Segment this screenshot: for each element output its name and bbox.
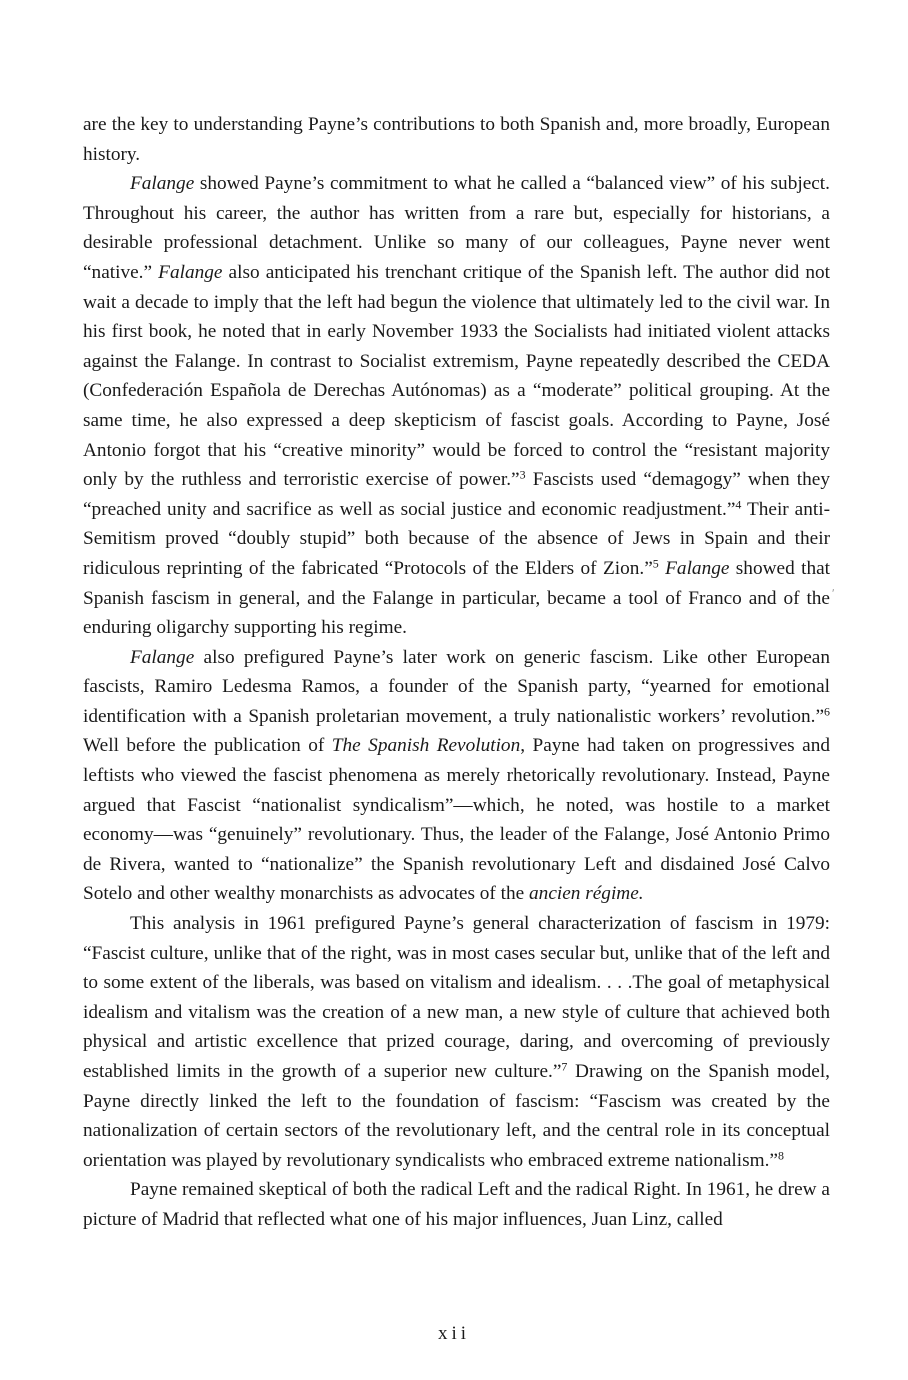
text-run: Payne remained skeptical of both the radical Left and the radical Right. In 1961, he drew a picture of Madrid that reflected what one of his major influences, Juan Linz, called [83, 1179, 830, 1230]
footnote-ref: 3 [519, 467, 526, 482]
text-run: showed that Spanish fascism in general, and the Falange in particular, became a tool of Franco and of the enduring oligarchy supporting his regime. [83, 557, 831, 639]
text-run: Drawing on the Spanish model, Payne directly linked the left to the foundation of fascism: “Fascism was created by the nationalization of certain sectors of the revolutionary left, and the central role in its conceptual orientation was played by revolutionary syndicalists who embraced extreme nationalism.” [83, 1061, 831, 1171]
text-run: Their anti-Semitism proved “doubly stupid” both because of the absence of Jews in Spain and their ridiculous reprinting of the fabricated “Protocols of the Elders of Zion.” [83, 498, 830, 579]
footnote-ref: 4 [735, 497, 742, 512]
body-text [83, 110, 830, 1235]
paragraph-4 [83, 909, 830, 1175]
text-run: also prefigured Payne’s later work on generic fascism. Like other European fascists, Ramiro Ledesma Ramos, a founder of the Spanish party, “yearned for emotional identification with a Spanish proletarian movement, a truly nationalistic workers’ revolution.” [83, 646, 830, 727]
footnote-ref: 7 [561, 1059, 568, 1074]
text-run: Well before the publication of [83, 735, 332, 757]
footnote-ref: 6 [824, 704, 830, 719]
paragraph-3 [83, 643, 830, 909]
page-number: xii [437, 1323, 471, 1344]
text-run: Fascists used “demagogy” when they “preached unity and sacrifice as well as social justice and economic readjustment.” [83, 469, 830, 520]
paragraph-2 [83, 169, 830, 643]
paragraph-5 [83, 1175, 830, 1234]
text-run: are the key to understanding Payne’s contributions to both Spanish and, more broadly, European history. [83, 114, 830, 165]
text-run: , Payne had taken on progressives and leftists who viewed the fascist phenomena as merely rhetorically revolutionary. Instead, Payne argued that Fascist “nationalist syndicalism”—which, he noted, was hostile to a market economy—was “genuinely” revolutionary. Thus, the leader of the Falange, José Antonio Primo de Rivera, wanted to “nationalize” the Spanish revolutionary Left and disdained José Calvo Sotelo and other wealthy monarchists as advocates of the [83, 735, 830, 905]
text-run: also anticipated his trenchant critique of the Spanish left. The author did not wait a decade to imply that the left had begun the violence that ultimately led to the civil war. In his first book, he noted that in early November 1933 the Socialists had initiated violent attacks against the Falange. In contrast to Socialist extremism, Payne repeatedly described the CEDA (Confederación Española de Derechas Autónomas) as a “moderate” political grouping. At the same time, he also expressed a deep skepticism of fascist goals. According to Payne, José Antonio forgot that his “creative minority” would be forced to control the “resistant majority only by the ruthless and terroristic exercise of power.” [83, 261, 831, 491]
italic-title: Falange [130, 173, 195, 195]
italic-title: Falange [130, 646, 195, 668]
italic-title: The Spanish Revolution [331, 735, 521, 757]
footnote-ref: 5 [652, 556, 659, 571]
italic-title: Falange [665, 557, 730, 579]
italic-title: Falange [158, 261, 223, 283]
text-run: showed Payne’s commitment to what he called a “balanced view” of his subject. Throughout his career, the author has written from a rare but, especially for historians, a desirable professional detachment. Unlike so many of our colleagues, Payne never went “native.” [83, 173, 830, 283]
paragraph-1 [83, 110, 830, 169]
italic-title: ancien régime. [529, 883, 644, 905]
margin-tick-mark: ʹ [832, 586, 835, 600]
footnote-ref: 8 [778, 1148, 784, 1163]
text-run: This analysis in 1961 prefigured Payne’s general characterization of fascism in 1979: “Fascist culture, unlike that of the right, was in most cases secular but, unlike that of the left and to some extent of the liberals, was based on vitalism and idealism. . . .The goal of metaphysical idealism and vitalism was the creation of a new man, a new style of culture that achieved both physical and artistic excellence that prized courage, daring, and overcoming of previously established limits in the growth of a superior new culture.” [83, 913, 830, 1082]
